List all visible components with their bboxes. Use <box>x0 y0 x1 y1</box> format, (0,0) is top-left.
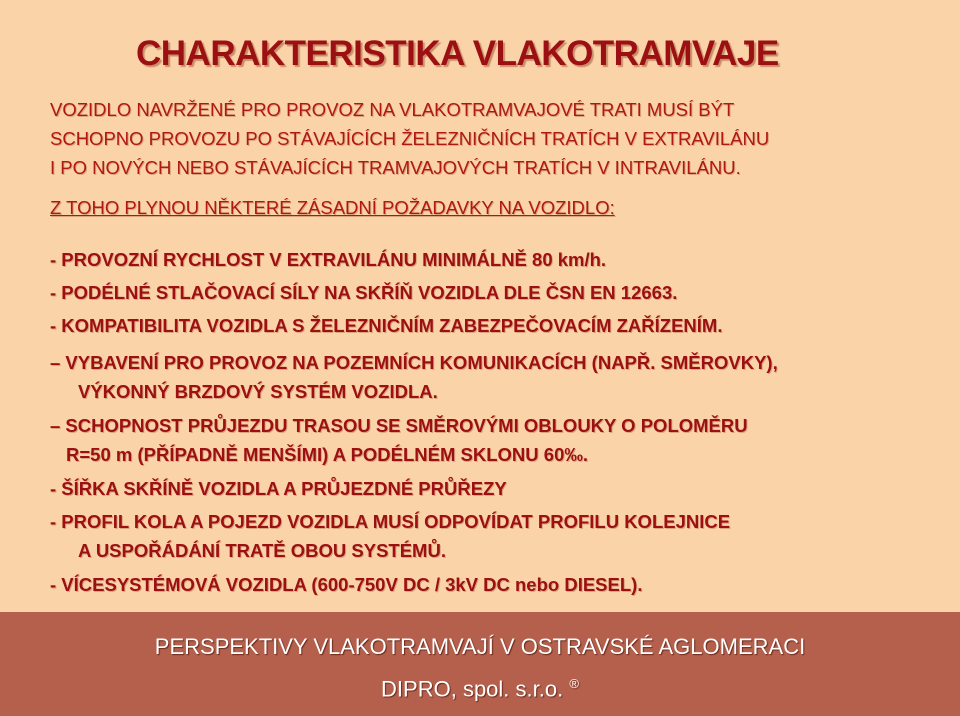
requirement-line: - PROVOZNÍ RYCHLOST V EXTRAVILÁNU MINIMÁLNĚ 80 km/h. <box>50 249 607 270</box>
intro-line: SCHOPNO PROVOZU PO STÁVAJÍCÍCH ŽELEZNIČNÍCH TRATÍCH V EXTRAVILÁNU <box>50 128 770 149</box>
requirement-line: VÝKONNÝ BRZDOVÝ SYSTÉM VOZIDLA. <box>78 381 438 402</box>
footer-company <box>0 676 960 702</box>
requirement-line: – SCHOPNOST PRŮJEZDU TRASOU SE SMĚROVÝMI OBLOUKY O POLOMĚRU <box>50 415 748 436</box>
footer-bar <box>0 612 960 716</box>
slide-title: CHARAKTERISTIKA VLAKOTRAMVAJE <box>136 34 779 73</box>
requirement-item <box>50 245 940 274</box>
requirement-line: – VYBAVENÍ PRO PROVOZ NA POZEMNÍCH KOMUNIKACÍCH (NAPŘ. SMĚROVKY), <box>50 352 778 373</box>
requirement-item <box>50 348 940 406</box>
requirement-line: - PODÉLNÉ STLAČOVACÍ SÍLY NA SKŘÍŇ VOZIDLA DLE ČSN EN 12663. <box>50 282 678 303</box>
requirement-line: A USPOŘÁDÁNÍ TRATĚ OBOU SYSTÉMŮ. <box>78 540 446 561</box>
requirement-line: - ŠÍŘKA SKŘÍNĚ VOZIDLA A PRŮJEZDNÉ PRŮŘEZY <box>50 478 507 499</box>
intro-line: I PO NOVÝCH NEBO STÁVAJÍCÍCH TRAMVAJOVÝCH TRATÍCH V INTRAVILÁNU. <box>50 157 741 178</box>
requirement-item <box>50 278 940 307</box>
requirement-item <box>50 474 940 503</box>
requirement-item <box>50 570 940 599</box>
requirement-line: - PROFIL KOLA A POJEZD VOZIDLA MUSÍ ODPOVÍDAT PROFILU KOLEJNICE <box>50 511 731 532</box>
intro-line: VOZIDLO NAVRŽENÉ PRO PROVOZ NA VLAKOTRAMVAJOVÉ TRATI MUSÍ BÝT <box>50 99 735 120</box>
requirement-line: - KOMPATIBILITA VOZIDLA S ŽELEZNIČNÍM ZABEZPEČOVACÍM ZAŘÍZENÍM. <box>50 315 723 336</box>
company-name: DIPRO, spol. s.r.o. <box>381 676 564 702</box>
requirement-item <box>50 411 940 469</box>
requirement-line: R=50 m (PŘÍPADNĚ MENŠÍMI) A PODÉLNÉM SKLONU 60‰. <box>66 444 589 465</box>
intro-paragraph <box>50 95 930 182</box>
requirement-line: - VÍCESYSTÉMOVÁ VOZIDLA (600-750V DC / 3kV DC nebo DIESEL). <box>50 574 643 595</box>
requirement-item <box>50 311 940 340</box>
registered-mark: ® <box>569 676 579 691</box>
requirements-heading: Z TOHO PLYNOU NĚKTERÉ ZÁSADNÍ POŽADAVKY NA VOZIDLO: <box>50 197 615 218</box>
footer-title: PERSPEKTIVY VLAKOTRAMVAJÍ V OSTRAVSKÉ AGLOMERACI <box>154 634 806 659</box>
requirement-item <box>50 507 940 565</box>
